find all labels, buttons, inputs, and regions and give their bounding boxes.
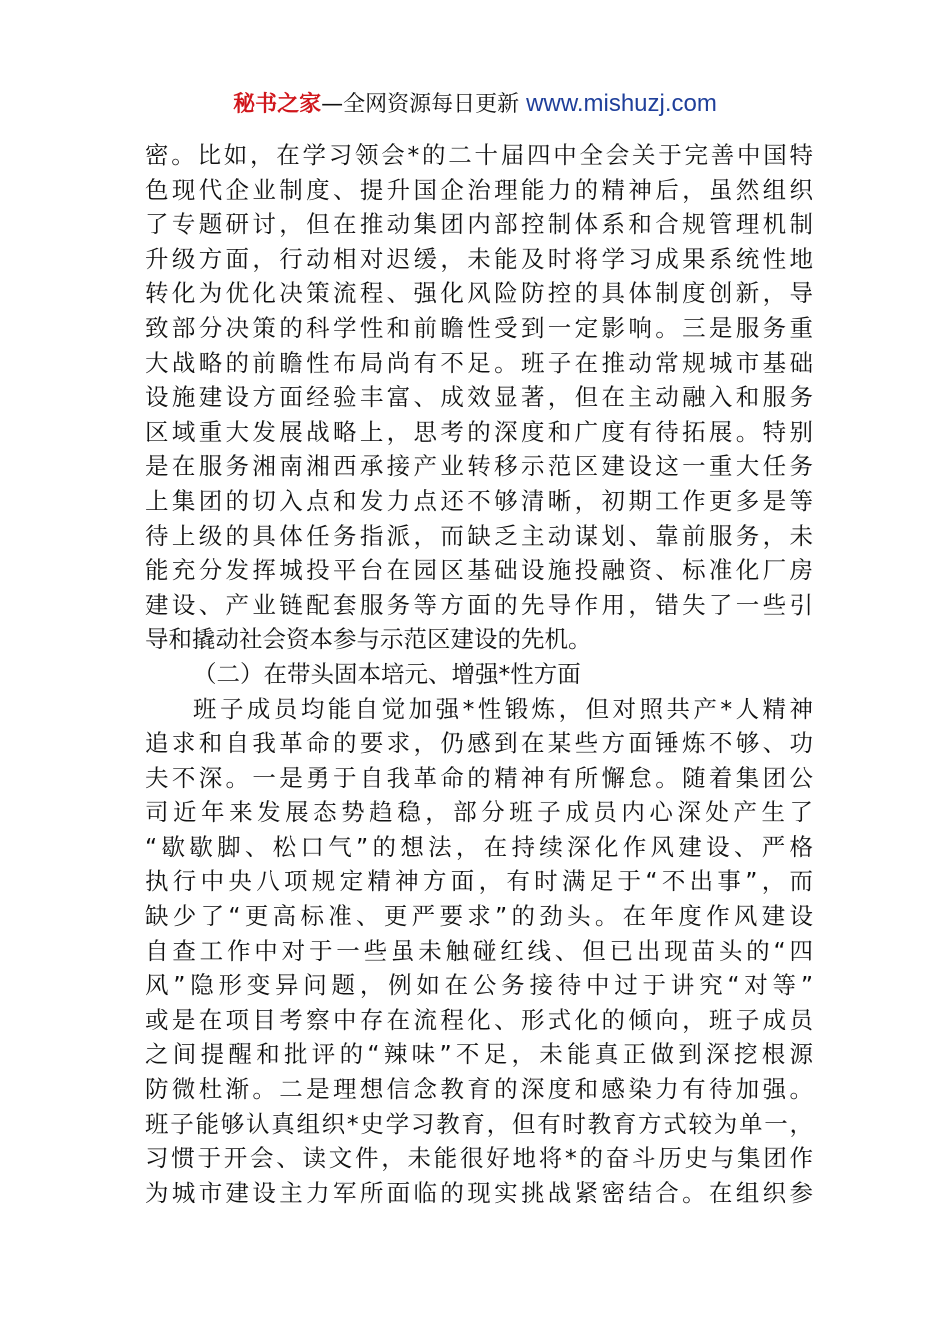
document-body <box>145 138 813 1210</box>
text-line: 班子能够认真组织*史学习教育，但有时教育方式较为单一， <box>145 1109 813 1138</box>
page-header <box>0 88 950 121</box>
text-line: 待上级的具体任务指派，而缺乏主动谋划、靠前服务，未 <box>145 521 813 550</box>
text-line: 或是在项目考察中存在流程化、形式化的倾向，班子成员 <box>145 1005 813 1034</box>
brand-name: 秘书之家 <box>233 92 322 117</box>
text-line: 上集团的切入点和发力点还不够清晰，初期工作更多是等 <box>145 486 813 515</box>
text-line: 班子成员均能自觉加强*性锻炼，但对照共产*人精神 <box>193 694 813 723</box>
text-line: 设施建设方面经验丰富、成效显著，但在主动融入和服务 <box>145 383 813 412</box>
text-line: 风”隐形变异问题，例如在公务接待中过于讲究“对等” <box>145 971 813 1000</box>
text-line: 司近年来发展态势趋稳，部分班子成员内心深处产生了 <box>145 798 813 827</box>
text-line: 色现代企业制度、提升国企治理能力的精神后，虽然组织 <box>145 175 813 204</box>
text-line: 导和撬动社会资本参与示范区建设的先机。 <box>145 625 592 654</box>
text-line: 之间提醒和批评的“辣味”不足，未能真正做到深挖根源 <box>145 1040 813 1069</box>
header-tagline: —全网资源每日更新 <box>321 92 527 117</box>
text-line: 了专题研讨，但在推动集团内部控制体系和合规管理机制 <box>145 210 813 239</box>
text-line: 自查工作中对于一些虽未触碰红线、但已出现苗头的“四 <box>145 936 813 965</box>
text-line: 习惯于开会、读文件，未能很好地将*的奋斗历史与集团作 <box>145 1144 813 1173</box>
text-line: 致部分决策的科学性和前瞻性受到一定影响。三是服务重 <box>145 313 813 342</box>
text-line: 缺少了“更高标准、更严要求”的劲头。在年度作风建设 <box>145 902 813 931</box>
text-line: 转化为优化决策流程、强化风险防控的具体制度创新，导 <box>145 279 813 308</box>
text-line: 追求和自我革命的要求，仍感到在某些方面锤炼不够、功 <box>145 729 813 758</box>
text-line: 密。比如，在学习领会*的二十届四中全会关于完善中国特 <box>145 141 813 169</box>
text-line: 升级方面，行动相对迟缓，未能及时将学习成果系统性地 <box>145 244 813 273</box>
text-line: 大战略的前瞻性布局尚有不足。班子在推动常规城市基础 <box>145 348 813 377</box>
text-line: 夫不深。一是勇于自我革命的精神有所懈怠。随着集团公 <box>145 763 813 792</box>
text-line: 建设、产业链配套服务等方面的先导作用，错失了一些引 <box>145 590 813 619</box>
text-line: 执行中央八项规定精神方面，有时满足于“不出事”，而 <box>145 867 813 896</box>
text-line: “歇歇脚、松口气”的想法，在持续深化作风建设、严格 <box>145 832 813 861</box>
text-line: 区域重大发展战略上，思考的深度和广度有待拓展。特别 <box>145 417 813 446</box>
section-heading: （二）在带头固本培元、增强*性方面 <box>193 659 581 688</box>
website-link[interactable]: www.mishuzj.com <box>526 90 717 117</box>
text-line: 是在服务湘南湘西承接产业转移示范区建设这一重大任务 <box>145 452 813 481</box>
text-line: 防微杜渐。二是理想信念教育的深度和感染力有待加强。 <box>145 1075 813 1104</box>
text-line: 能充分发挥城投平台在园区基础设施投融资、标准化厂房 <box>145 556 813 585</box>
text-line: 为城市建设主力军所面临的现实挑战紧密结合。在组织参 <box>145 1178 813 1207</box>
